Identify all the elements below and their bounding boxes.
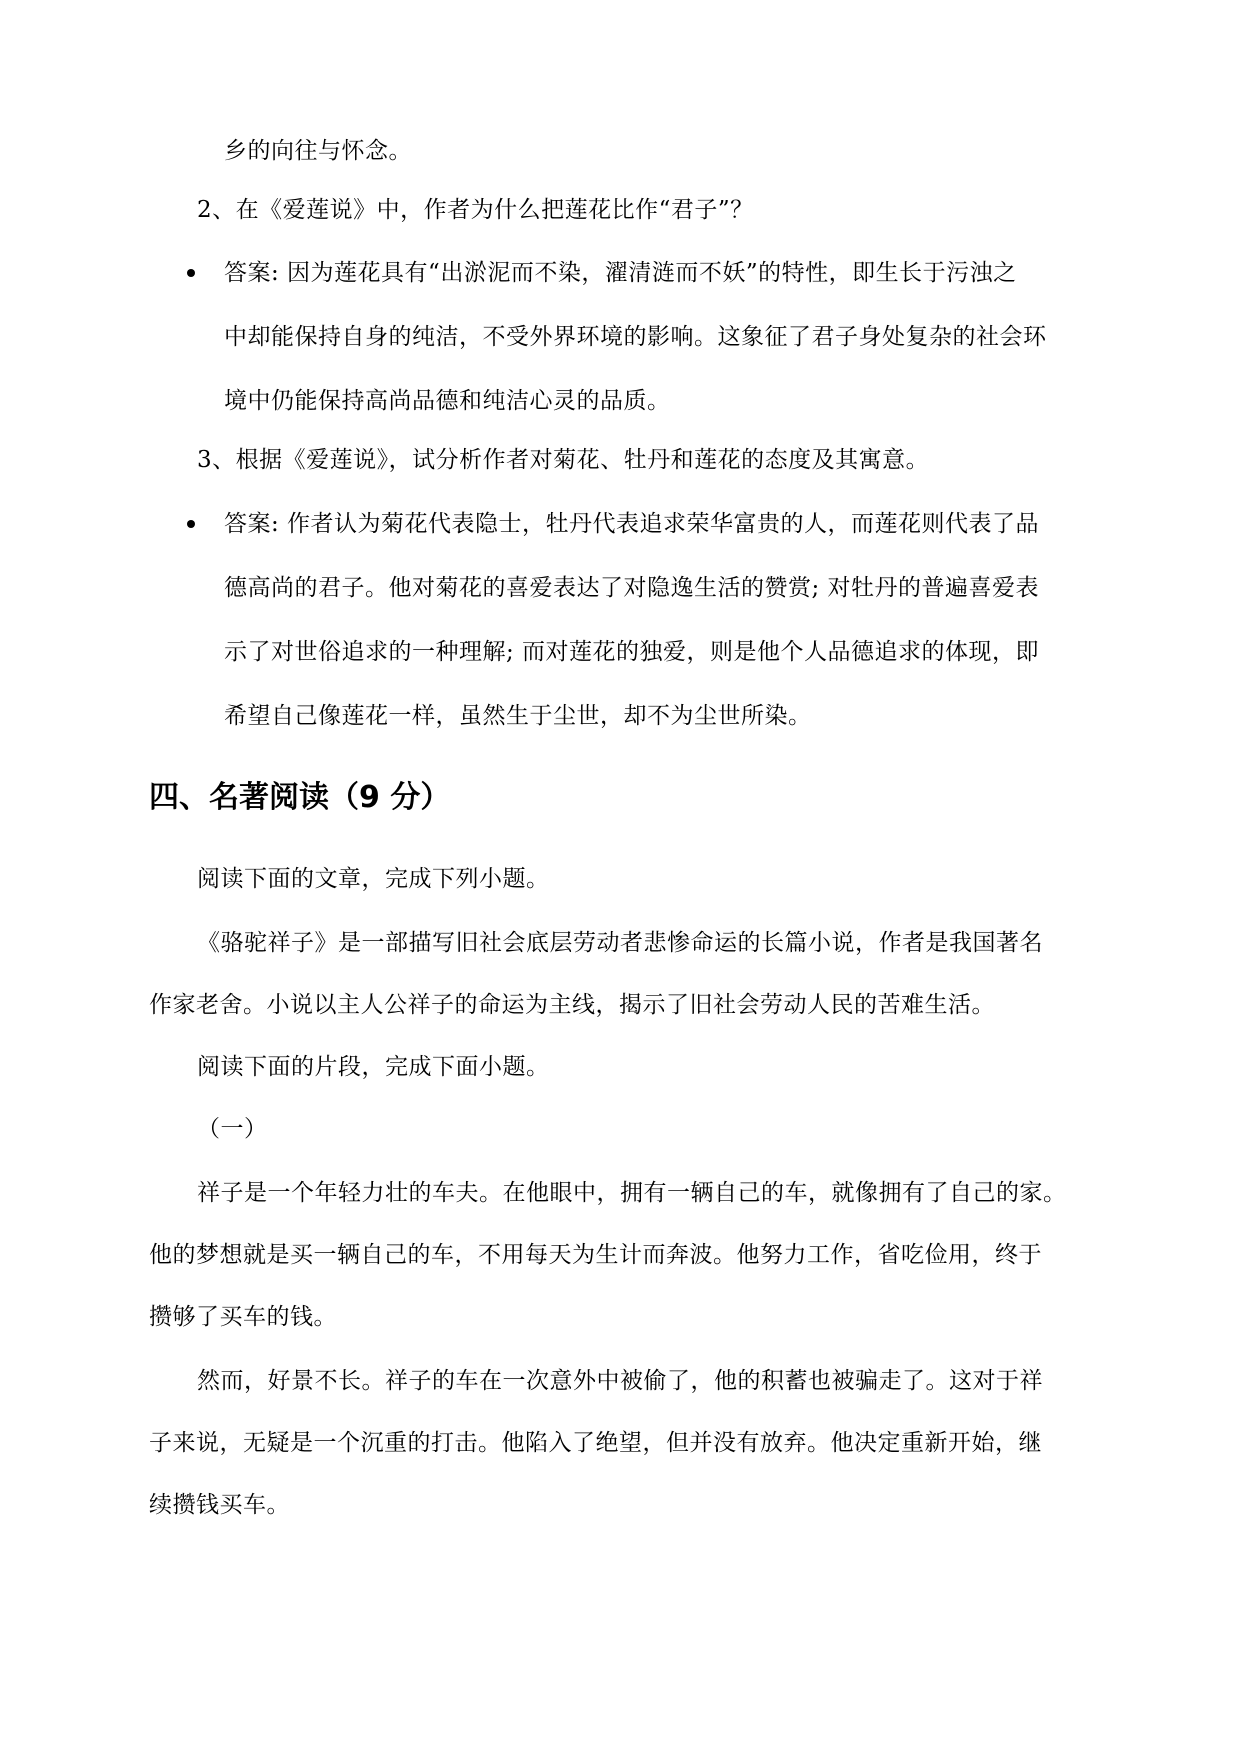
bullet-icon <box>187 269 195 277</box>
answer-2-line: 答案: 因为莲花具有“出淤泥而不染，濯清涟而不妖”的特性，即生长于污浊之 <box>224 260 1017 286</box>
instruction: 阅读下面的文章，完成下列小题。 <box>197 866 550 892</box>
answer-3-line: 德高尚的君子。他对菊花的喜爱表达了对隐逸生活的赞赏; 对牡丹的普遍喜爱表 <box>224 575 1040 601</box>
answer-continuation: 乡的向往与怀念。 <box>224 138 412 164</box>
paragraph-line: 续攒钱买车。 <box>149 1492 290 1518</box>
answer-3-line: 示了对世俗追求的一种理解; 而对莲花的独爱，则是他个人品德追求的体现，即 <box>224 639 1040 665</box>
answer-3-line: 希望自己像莲花一样，虽然生于尘世，却不为尘世所染。 <box>224 703 812 729</box>
bullet-icon <box>187 520 195 528</box>
answer-2-line: 境中仍能保持高尚品德和纯洁心灵的品质。 <box>224 388 671 414</box>
paragraph-line: 子来说，无疑是一个沉重的打击。他陷入了绝望，但并没有放弃。他决定重新开始，继 <box>149 1430 1042 1456</box>
section-heading: 四、名著阅读（9 分） <box>149 780 451 815</box>
paragraph-line: 祥子是一个年轻力壮的车夫。在他眼中，拥有一辆自己的车，就像拥有了自己的家。 <box>197 1180 1067 1206</box>
question-2: 2、在《爱莲说》中，作者为什么把莲花比作“君子”？ <box>197 197 754 223</box>
answer-3-line: 答案: 作者认为菊花代表隐士，牡丹代表追求荣华富贵的人，而莲花则代表了品 <box>224 511 1040 537</box>
paragraph-line: 攒够了买车的钱。 <box>149 1304 337 1330</box>
instruction-2: 阅读下面的片段，完成下面小题。 <box>197 1054 550 1080</box>
paragraph-line: 然而，好景不长。祥子的车在一次意外中被偷了，他的积蓄也被骗走了。这对于祥 <box>197 1368 1043 1394</box>
answer-2-line: 中却能保持自身的纯洁，不受外界环境的影响。这象征了君子身处复杂的社会环 <box>224 324 1047 350</box>
intro-line: 作家老舍。小说以主人公祥子的命运为主线，揭示了旧社会劳动人民的苦难生活。 <box>149 992 995 1018</box>
part-label: （一） <box>197 1116 268 1142</box>
question-3: 3、根据《爱莲说》，试分析作者对菊花、牡丹和莲花的态度及其寓意。 <box>197 447 930 473</box>
paragraph-line: 他的梦想就是买一辆自己的车，不用每天为生计而奔波。他努力工作，省吃俭用，终于 <box>149 1242 1042 1268</box>
intro-line: 《骆驼祥子》是一部描写旧社会底层劳动者悲惨命运的长篇小说，作者是我国著名 <box>197 930 1043 956</box>
